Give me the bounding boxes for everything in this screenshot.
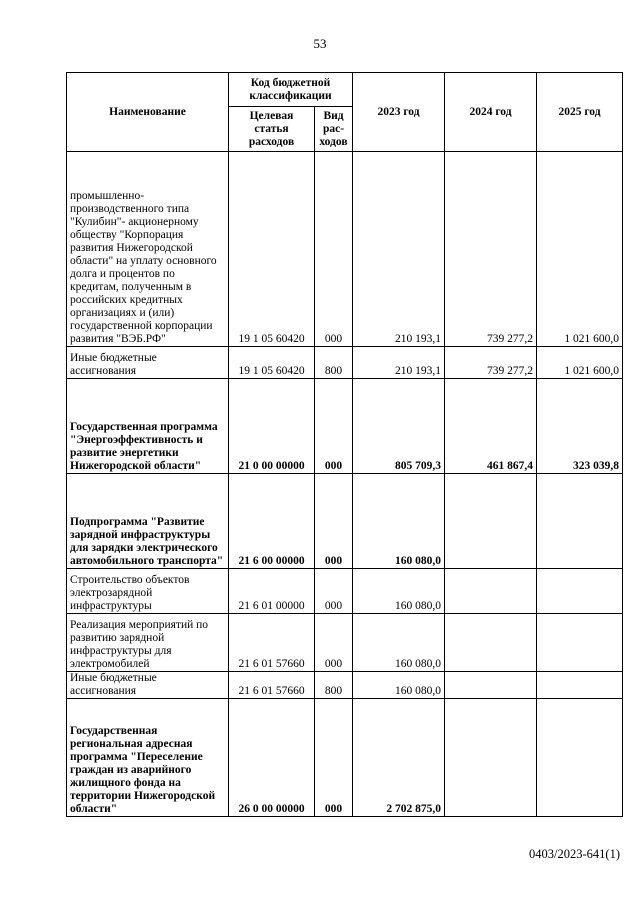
table-body [67,152,623,817]
page-number: 53 [313,36,327,51]
row-2024: 739 277,2 [445,152,537,347]
row-target-item: 19 1 05 60420 [229,347,315,379]
row-target-item: 21 6 01 57660 [229,672,315,699]
row-2024 [445,699,537,817]
row-name: Строительство объектов электрозарядной инфраструктуры [67,569,229,614]
row-2023: 805 709,3 [353,379,445,474]
row-name: Государственная программа "Энергоэффективность и развитие энергетики Нижегородской области" [67,379,229,474]
table-row [67,379,623,474]
row-2024: 461 867,4 [445,379,537,474]
row-2024 [445,474,537,569]
row-2025: 1 021 600,0 [537,152,623,347]
row-name: Иные бюджетные ассигнования [67,672,229,699]
row-2023: 2 702 875,0 [353,699,445,817]
row-name: Реализация мероприятий по развитию зарядной инфраструктуры для электромобилей [67,614,229,672]
row-target-item: 19 1 05 60420 [229,152,315,347]
row-2025 [537,699,623,817]
table-row [67,699,623,817]
row-expense-type: 000 [315,474,353,569]
row-2023: 160 080,0 [353,672,445,699]
row-2023: 160 080,0 [353,569,445,614]
row-2025 [537,474,623,569]
table-row [67,614,623,672]
table-row [67,474,623,569]
row-target-item: 21 0 00 00000 [229,379,315,474]
row-2023: 210 193,1 [353,347,445,379]
document-code: 0403/2023-641(1) [529,847,620,861]
row-target-item: 21 6 01 00000 [229,569,315,614]
row-2024 [445,672,537,699]
table-row [67,569,623,614]
row-2025 [537,614,623,672]
table-row [67,672,623,699]
row-expense-type: 000 [315,614,353,672]
row-name: Иные бюджетные ассигнования [67,347,229,379]
row-2025: 1 021 600,0 [537,347,623,379]
header-name: Наименование [67,73,229,152]
row-expense-type: 000 [315,152,353,347]
table-header [67,73,623,152]
table-row [67,347,623,379]
row-2023: 160 080,0 [353,474,445,569]
row-expense-type: 800 [315,347,353,379]
row-name: промышленно-производственного типа "Кулибин"- акционерному обществу "Корпорация развития Нижегородской области" на уплату основного долга и процентов по кредитам, полученным в российских кредитных организациях и (или) государственной корпорации развития "ВЭБ.РФ" [67,152,229,347]
row-2025 [537,569,623,614]
header-budget-code: Код бюджетной классификации [229,73,353,107]
row-name: Государственная региональная адресная программа "Переселение граждан из аварийного жилищного фонда на территории Нижегородской области" [67,699,229,817]
header-2025: 2025 год [537,73,623,152]
row-2024: 739 277,2 [445,347,537,379]
table-row [67,152,623,347]
row-expense-type: 800 [315,672,353,699]
row-expense-type: 000 [315,379,353,474]
row-2024 [445,569,537,614]
header-target-item: Целевая статья расходов [229,107,315,152]
row-target-item: 21 6 00 00000 [229,474,315,569]
header-2024: 2024 год [445,73,537,152]
budget-table [66,72,623,817]
row-target-item: 26 0 00 00000 [229,699,315,817]
row-2025: 323 039,8 [537,379,623,474]
row-2023: 210 193,1 [353,152,445,347]
header-expense-type: Вид рас-ходов [315,107,353,152]
row-2023: 160 080,0 [353,614,445,672]
header-2023: 2023 год [353,73,445,152]
row-2025 [537,672,623,699]
row-expense-type: 000 [315,569,353,614]
row-name: Подпрограмма "Развитие зарядной инфраструктуры для зарядки электрического автомобильного транспорта" [67,474,229,569]
row-2024 [445,614,537,672]
row-target-item: 21 6 01 57660 [229,614,315,672]
row-expense-type: 000 [315,699,353,817]
